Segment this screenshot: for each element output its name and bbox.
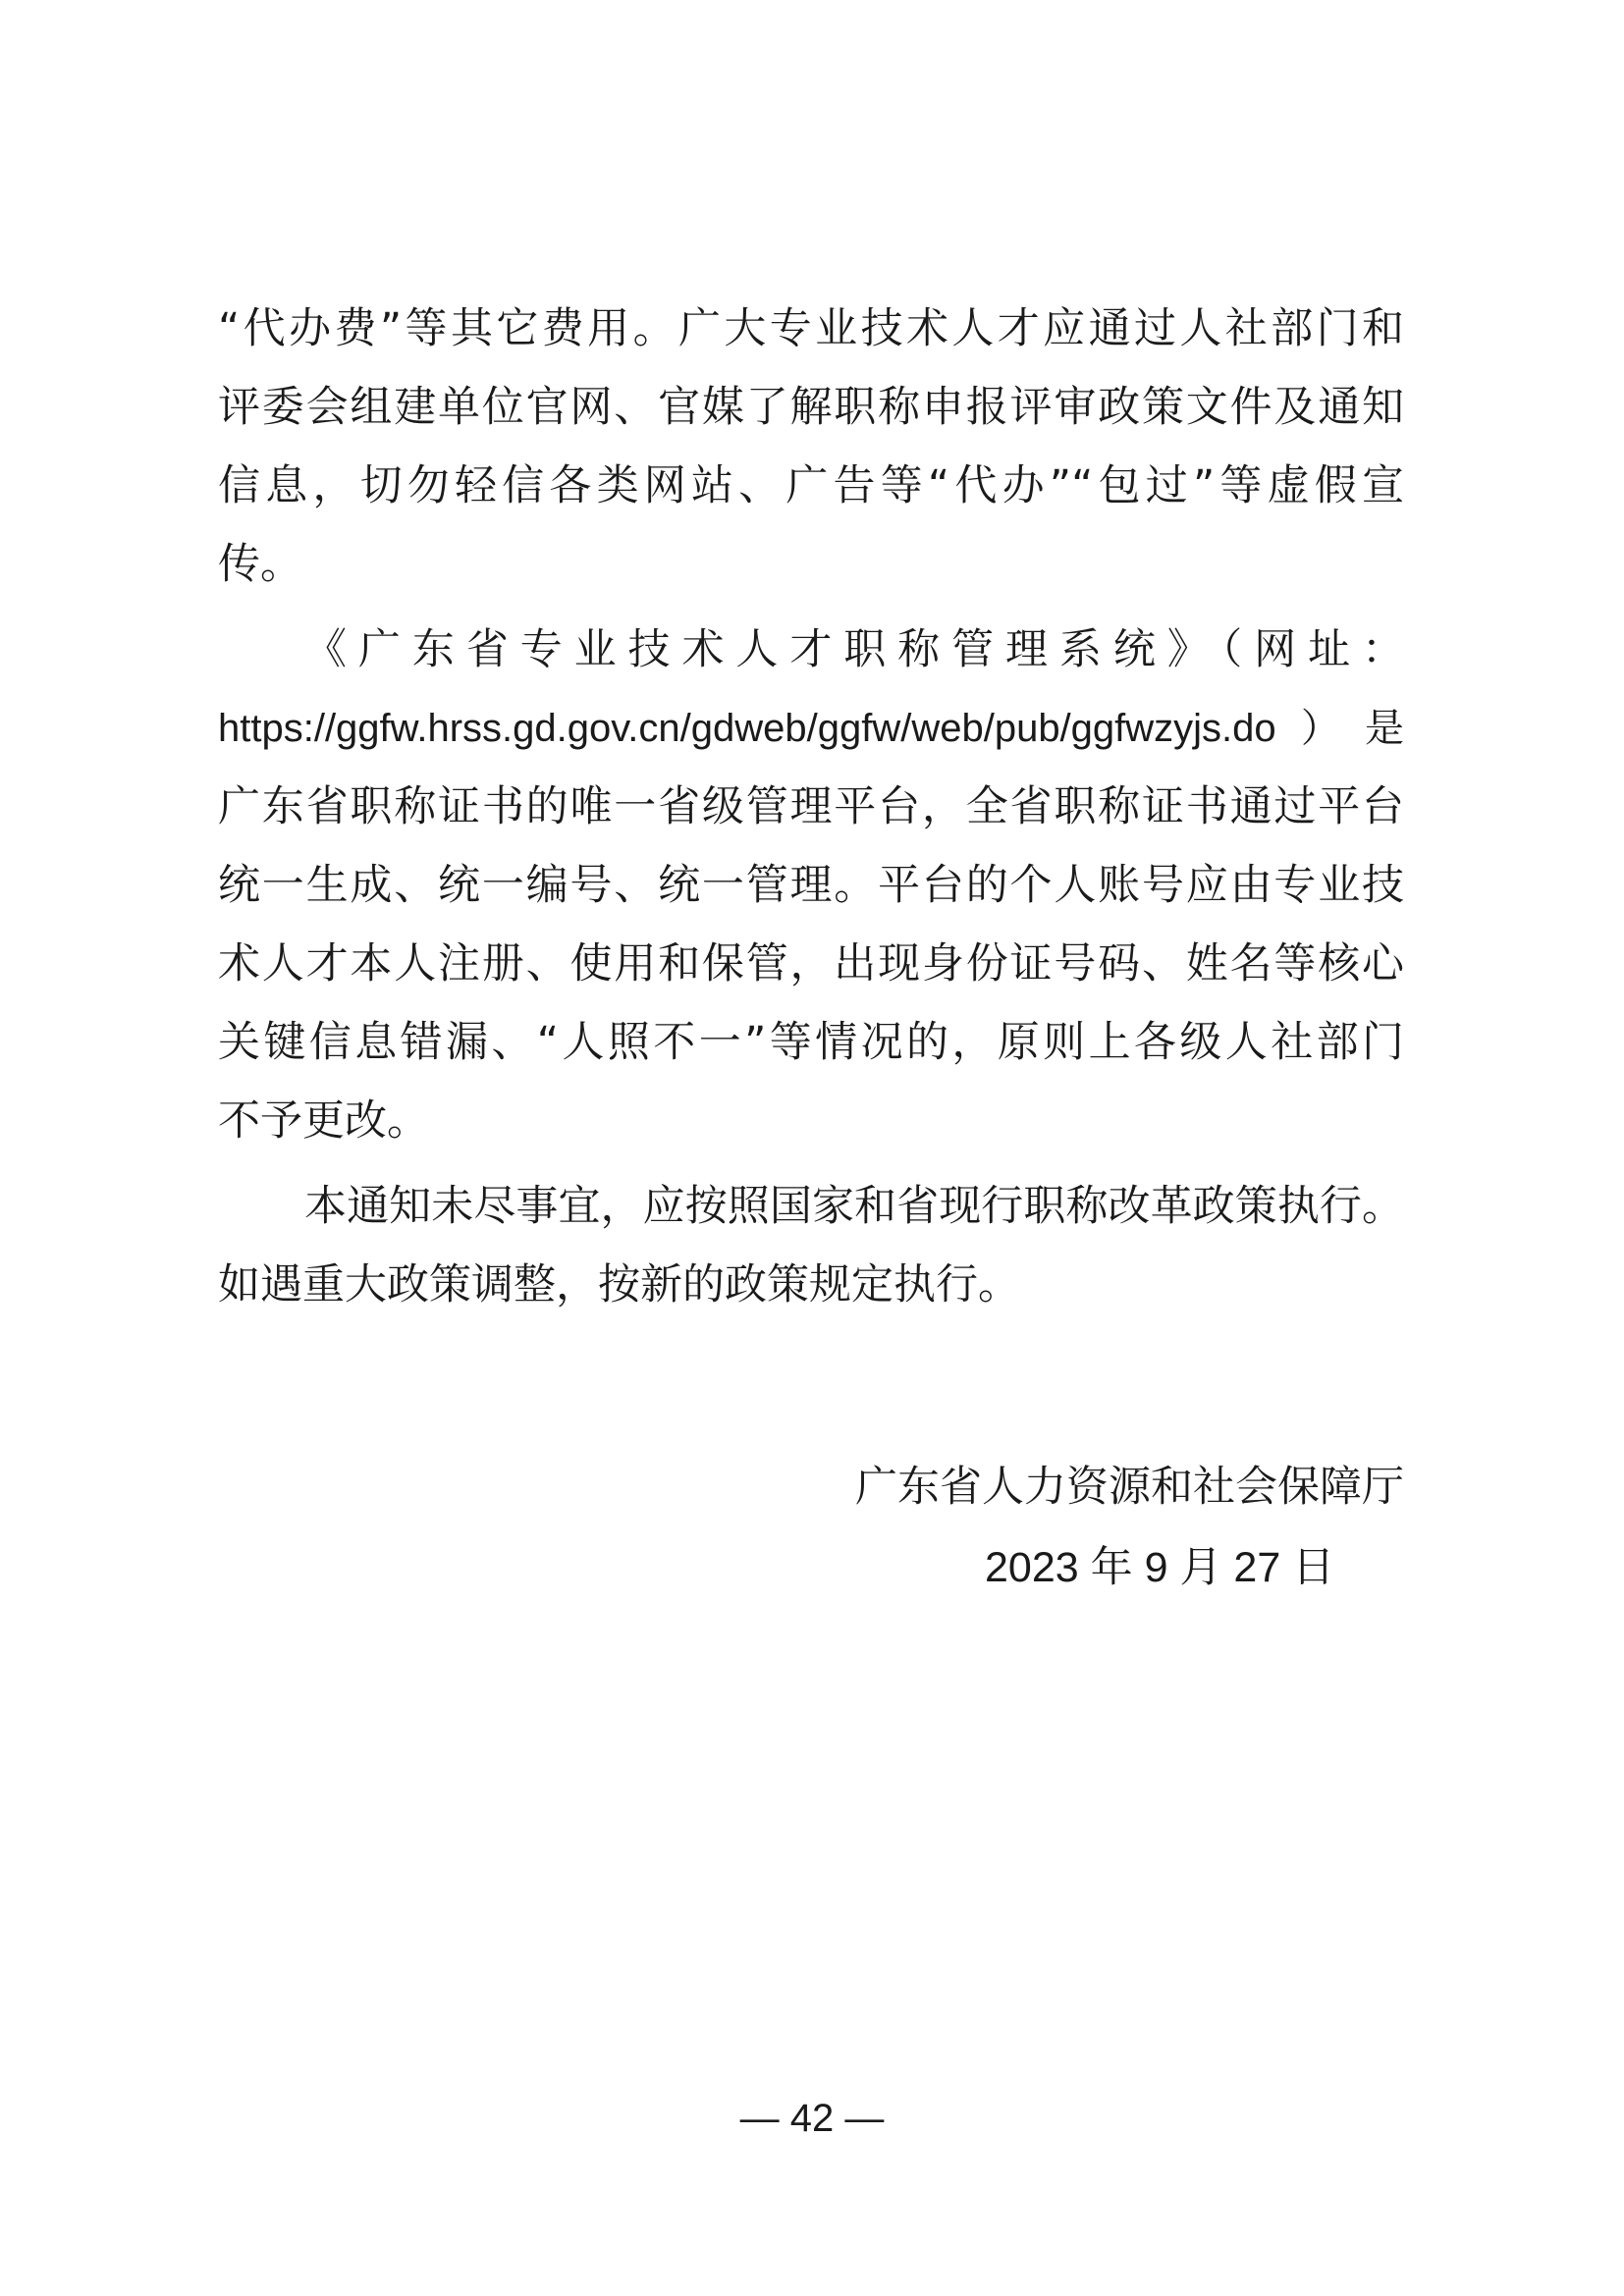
issue-date bbox=[985, 1528, 1334, 1607]
issuer-signature: 广东省人力资源和社会保障厅 bbox=[855, 1463, 1404, 1512]
body-line-7: 广东省职称证书的唯一省级管理平台，全省职称证书通过平台 bbox=[218, 782, 1404, 831]
date-month: 9 bbox=[1144, 1544, 1168, 1591]
body-line-2: 评委会组建单位官网、官媒了解职称申报评审政策文件及通知 bbox=[218, 383, 1404, 432]
body-line-4: 传。 bbox=[218, 540, 302, 589]
body-line-5: 《广东省专业技术人才职称管理系统》（网址： bbox=[304, 625, 1404, 674]
url-line: https://ggfw.hrss.gd.gov.cn/gdweb/ggfw/web/pub/ggfwzyjs.do）是 bbox=[218, 707, 1404, 750]
date-day-unit: 日 bbox=[1292, 1543, 1335, 1592]
body-line-8: 统一生成、统一编号、统一管理。平台的个人账号应由专业技 bbox=[218, 861, 1404, 910]
date-month-unit: 月 bbox=[1179, 1543, 1222, 1592]
date-day: 27 bbox=[1233, 1544, 1281, 1591]
page-number: — 42 — bbox=[739, 2097, 885, 2140]
date-year-unit: 年 bbox=[1090, 1543, 1133, 1592]
body-line-1: “代办费”等其它费用。广大专业技术人才应通过人社部门和 bbox=[218, 304, 1404, 353]
body-line-11: 不予更改。 bbox=[218, 1096, 429, 1146]
body-line-13: 如遇重大政策调整，按新的政策规定执行。 bbox=[218, 1260, 1020, 1309]
body-line-9: 术人才本人注册、使用和保管，出现身份证号码、姓名等核心 bbox=[218, 939, 1404, 988]
date-year: 2023 bbox=[985, 1544, 1079, 1591]
body-line-3: 信息，切勿轻信各类网站、广告等“代办”“包过”等虚假宣 bbox=[218, 461, 1404, 510]
body-line-12: 本通知未尽事宜，应按照国家和省现行职称改革政策执行。 bbox=[304, 1182, 1404, 1231]
body-line-10: 关键信息错漏、“人照不一”等情况的，原则上各级人社部门 bbox=[218, 1018, 1404, 1067]
